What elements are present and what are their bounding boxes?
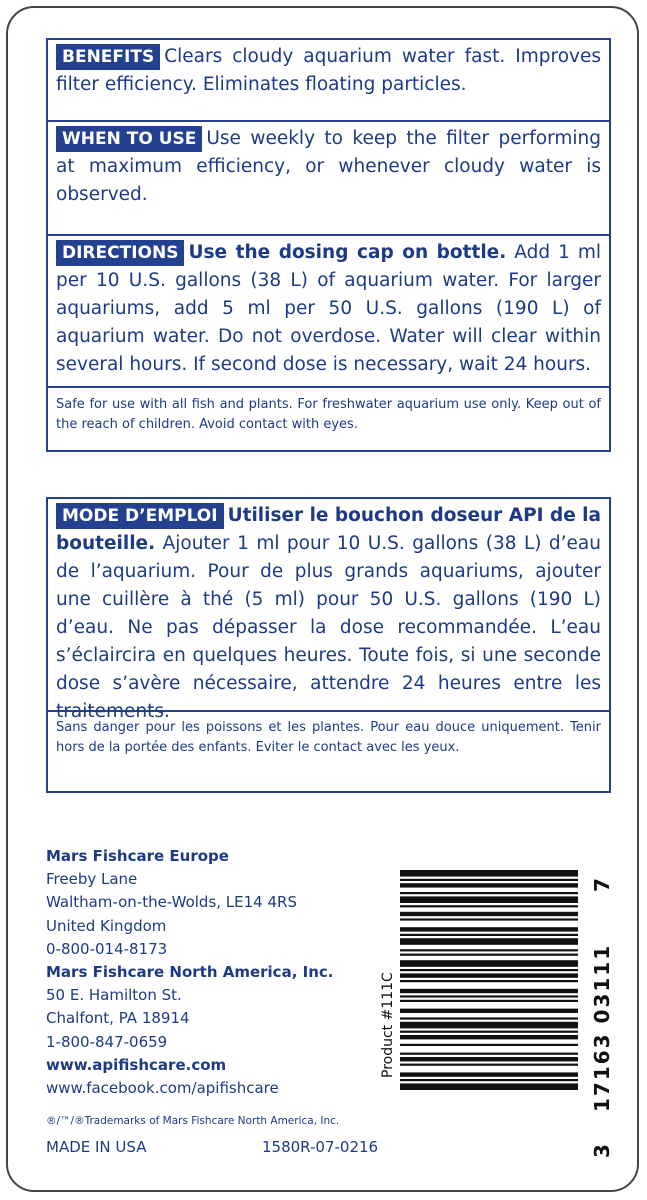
label-code: 1580R-07-0216 [262, 1138, 379, 1156]
barcode-bar [400, 1044, 578, 1046]
barcode-bar [400, 995, 578, 997]
barcode-bar [400, 927, 578, 931]
french-safety: Sans danger pour les poissons et les plantes. Pour eau douce uniquement. Tenir hors de la portée des enfants. Eviter le contact avec les yeux. [56, 720, 601, 755]
mode-emploi-lead: Utiliser le bouchon doseur API de la bouteille. [56, 505, 602, 554]
barcode-bar [400, 918, 578, 920]
barcode-bar [400, 1057, 578, 1061]
barcode-bar [400, 989, 578, 993]
when-to-use-section [48, 122, 609, 236]
benefits-section [48, 40, 609, 122]
mode-emploi-text: Ajouter 1 ml pour 10 U.S. gallons (38 L) d’eau de l’aquarium. Pour de plus grands aquariums, ajouter une cuillère à thé (5 ml) pour 50 U.S. gallons (190 L) d’eau. Ne pas dépasser la dose recommandée. L’eau s’éclaircira en quelques heures. Toute fois, si une seconde dose s’avère nécessaire, attendre 24 heures entre les traitements. [56, 533, 601, 722]
na-company: Mars Fishcare North America, Inc. [46, 963, 334, 982]
barcode-bar [400, 1064, 578, 1066]
trademark-note: ®/™/®Trademarks of Mars Fishcare North America, Inc. [46, 1115, 340, 1127]
barcode-bar [400, 973, 578, 977]
barcode-bar [400, 879, 578, 881]
website-link[interactable]: www.apifishcare.com [46, 1055, 227, 1074]
benefits-text: Clears cloudy aquarium water fast. Improves filter efficiency. Eliminates floating particles. [56, 46, 601, 95]
product-number: Product #111C [380, 972, 396, 1078]
directions-section [48, 236, 609, 388]
barcode-bar [400, 960, 578, 967]
europe-company: Mars Fishcare Europe [46, 847, 229, 865]
europe-line: United Kingdom [46, 916, 167, 935]
barcode-bar [400, 1000, 578, 1002]
barcode-bar [400, 912, 578, 916]
barcode-bar [400, 938, 578, 945]
barcode-bar [400, 905, 578, 907]
barcode-last-digit: 7 [590, 876, 614, 892]
made-in-usa: MADE IN USA [46, 1138, 147, 1156]
europe-phone: 0-800-014-8173 [46, 939, 168, 958]
barcode-bar [400, 1035, 578, 1039]
barcode-bar [400, 934, 578, 936]
na-line: Chalfont, PA 18914 [46, 1009, 190, 1028]
english-safety: Safe for use with all fish and plants. For freshwater aquarium use only. Keep out of the reach of children. Avoid contact with eyes. [56, 397, 601, 432]
barcode [400, 868, 578, 1168]
barcode-bar [400, 1083, 578, 1090]
na-phone: 1-800-847-0659 [46, 1032, 168, 1051]
barcode-bar [400, 949, 578, 951]
barcode-bar [400, 969, 578, 971]
barcode-bar [400, 1009, 578, 1013]
europe-line: Waltham-on-the-Wolds, LE14 4RS [46, 893, 297, 912]
french-info-box [46, 497, 611, 793]
europe-address [46, 845, 333, 1100]
directions-tag: DIRECTIONS [56, 240, 184, 266]
directions-lead: Use the dosing cap on bottle. [188, 242, 507, 263]
barcode-bar [400, 883, 578, 887]
benefits-tag: BENEFITS [56, 44, 160, 70]
when-to-use-text: Use weekly to keep the filter performing at maximum efficiency, or whenever cloudy water is observed. [56, 128, 601, 205]
barcode-bar [400, 980, 578, 982]
barcode-bar [400, 1031, 578, 1033]
barcode-first-digit: 3 [590, 1142, 614, 1158]
when-to-use-tag: WHEN TO USE [56, 126, 202, 152]
barcode-bar [400, 1053, 578, 1055]
barcode-bar [400, 1072, 578, 1076]
mode-emploi-section [48, 499, 609, 722]
barcode-bar [400, 896, 578, 903]
barcode-middle-digits: 17163 03111 [590, 943, 614, 1112]
barcode-bar [400, 870, 578, 877]
barcode-bar [400, 1022, 578, 1029]
barcode-bar [400, 1017, 578, 1019]
na-line: 50 E. Hamilton St. [46, 986, 182, 1005]
europe-line: Freeby Lane [46, 870, 138, 889]
barcode-bar [400, 892, 578, 894]
mode-emploi-tag: MODE D’EMPLOI [56, 503, 224, 529]
barcode-bar [400, 954, 578, 956]
barcode-bar [400, 1079, 578, 1081]
facebook-link[interactable]: www.facebook.com/apifishcare [46, 1079, 279, 1098]
directions-text: Add 1 ml per 10 U.S. gallons (38 L) of aquarium water. For larger aquariums, add 5 ml per 50 U.S. gallons (190 L) of aquarium water. Do not overdose. Water will clear within several hours. If second dose is necessary, wait 24 hours. [56, 242, 601, 375]
english-info-box [46, 38, 611, 452]
